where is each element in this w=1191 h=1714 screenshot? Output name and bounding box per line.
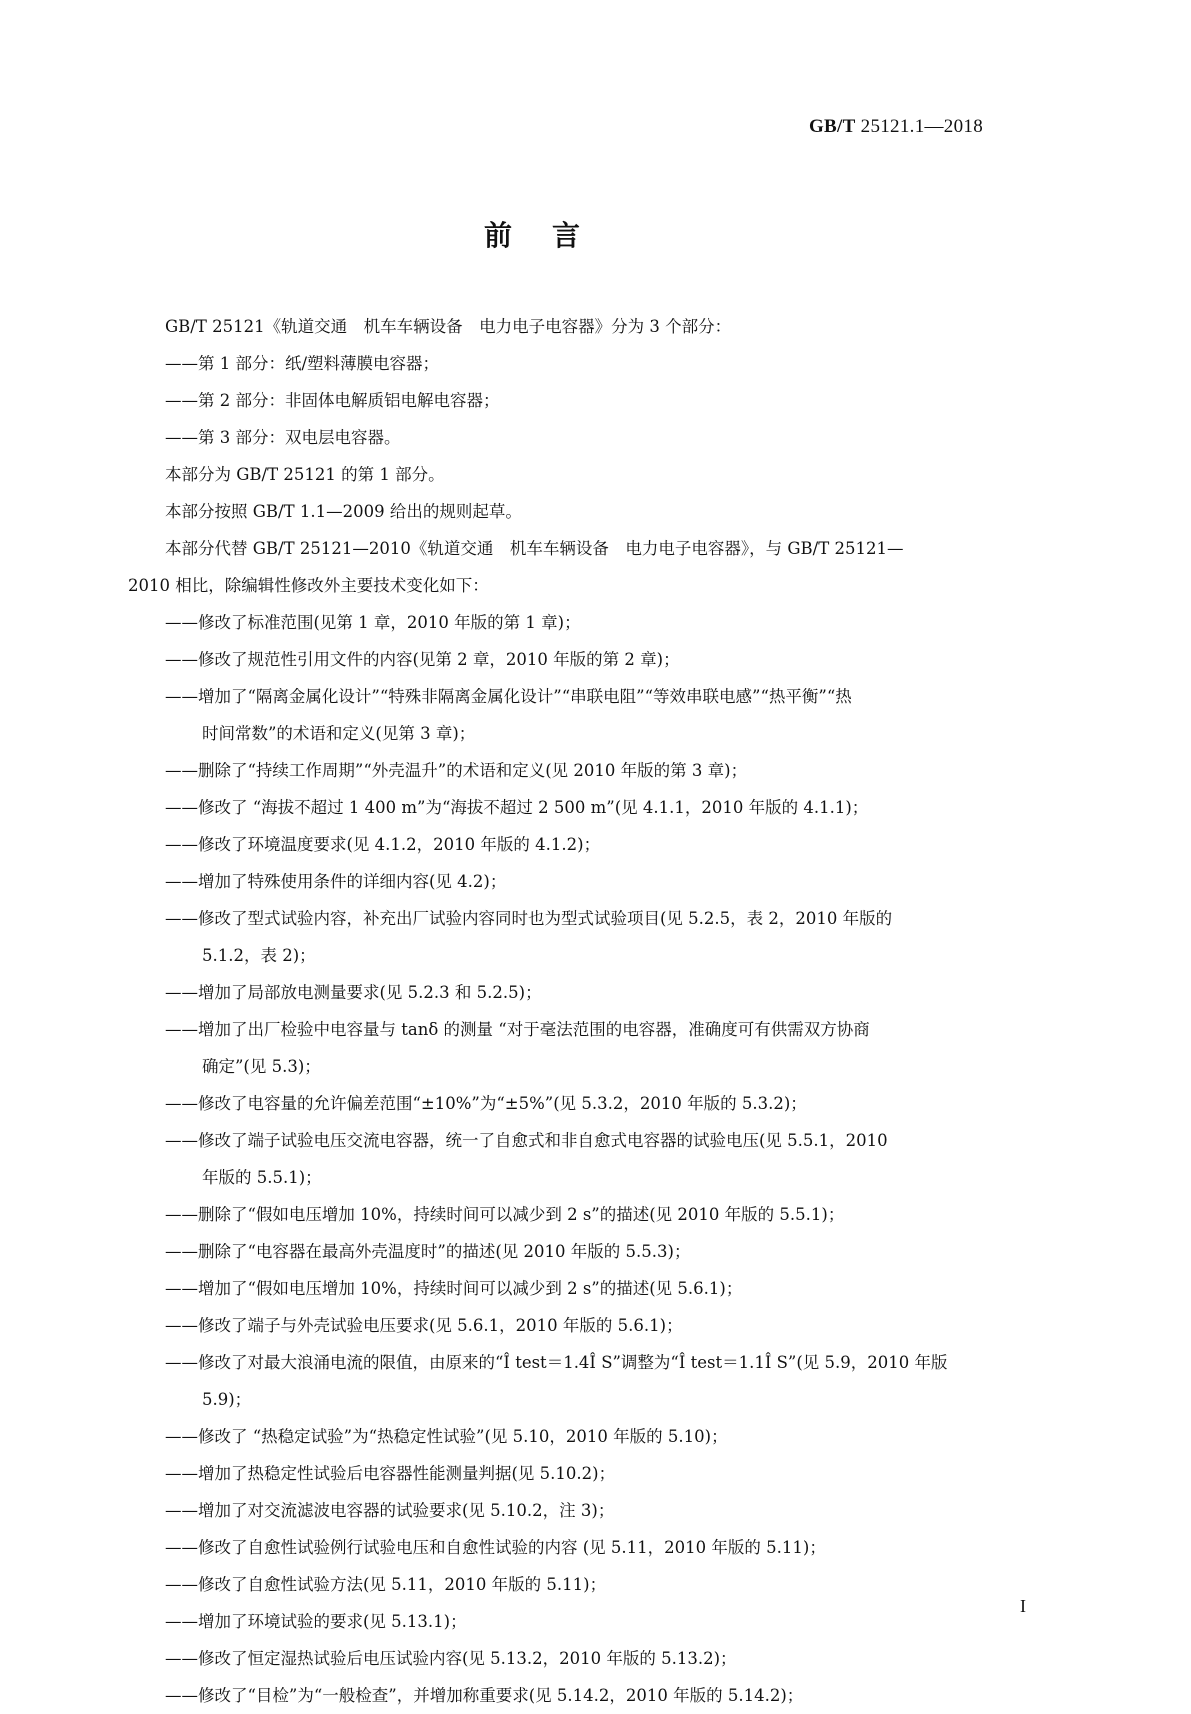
change-item: ——删除了“假如电压增加 10%，持续时间可以减少到 2 s”的描述(见 2010 年版的 5.5.1)；: [165, 1205, 845, 1224]
change-item: ——修改了“目检”为“一般检查”，并增加称重要求(见 5.14.2，2010 年版的 5.14.2)；: [165, 1686, 804, 1705]
change-item: ——修改了标准范围(见第 1 章，2010 年版的第 1 章)；: [165, 613, 581, 632]
change-item: ——修改了自愈性试验方法(见 5.11，2010 年版的 5.11)；: [165, 1575, 607, 1594]
change-item: ——修改了型式试验内容，补充出厂试验内容同时也为型式试验项目(见 5.2.5，表 2，2010 年版的: [165, 909, 893, 928]
change-item: ——修改了对最大浪涌电流的限值，由原来的“Î test＝1.4Î S”调整为“Î test＝1.1Î S”(见 5.9，2010 年版: [165, 1353, 948, 1372]
change-item: ——增加了“假如电压增加 10%，持续时间可以减少到 2 s”的描述(见 5.6.1)；: [165, 1279, 743, 1298]
standard-code-prefix: GB/T: [808, 116, 856, 137]
change-item: ——增加了出厂检验中电容量与 tanδ 的测量 “对于毫法范围的电容器，准确度可有供需双方协商: [165, 1020, 870, 1039]
replaces-statement-2: 2010 相比，除编辑性修改外主要技术变化如下：: [128, 576, 489, 595]
changes-list: [128, 604, 988, 1714]
change-item: ——删除了“持续工作周期”“外壳温升”的术语和定义(见 2010 年版的第 3 章)；: [165, 761, 748, 780]
change-item: ——增加了特殊使用条件的详细内容(见 4.2)；: [165, 872, 507, 891]
foreword-body: [128, 308, 988, 1714]
change-item: ——修改了 “海拔不超过 1 400 m”为“海拔不超过 2 500 m”(见 4.1.1，2010 年版的 4.1.1)；: [165, 798, 869, 817]
this-part-statement: 本部分为 GB/T 25121 的第 1 部分。: [165, 465, 445, 484]
change-item: ——增加了热稳定性试验后电容器性能测量判据(见 5.10.2)；: [165, 1464, 616, 1483]
change-item-continuation: 5.1.2，表 2)；: [202, 946, 316, 965]
intro-lead: GB/T 25121《轨道交通 机车车辆设备 电力电子电容器》分为 3 个部分：: [165, 317, 732, 336]
change-item: ——修改了规范性引用文件的内容(见第 2 章，2010 年版的第 2 章)；: [165, 650, 680, 669]
change-item: ——修改了端子与外壳试验电压要求(见 5.6.1，2010 年版的 5.6.1)；: [165, 1316, 683, 1335]
part-item: ——第 1 部分：纸/塑料薄膜电容器；: [165, 354, 440, 373]
change-item-continuation: 5.9)；: [202, 1390, 252, 1409]
change-item-continuation: 确定”(见 5.3)；: [202, 1057, 321, 1076]
page-number: I: [1020, 1596, 1026, 1616]
part-item: ——第 3 部分：双电层电容器。: [165, 428, 401, 447]
change-item: ——增加了对交流滤波电容器的试验要求(见 5.10.2，注 3)；: [165, 1501, 615, 1520]
change-item: ——修改了电容量的允许偏差范围“±10%”为“±5%”(见 5.3.2，2010 年版的 5.3.2)；: [165, 1094, 807, 1113]
change-item-continuation: 年版的 5.5.1)；: [202, 1168, 322, 1187]
change-item-continuation: 时间常数”的术语和定义(见第 3 章)；: [202, 724, 476, 743]
page-title: 前言: [483, 219, 620, 252]
change-item: ——增加了局部放电测量要求(见 5.2.3 和 5.2.5)；: [165, 983, 542, 1002]
change-item: ——修改了端子试验电压交流电容器，统一了自愈式和非自愈式电容器的试验电压(见 5.5.1，2010: [165, 1131, 888, 1150]
standard-code-number: 25121.1—2018: [860, 116, 983, 137]
change-item: ——删除了“电容器在最高外壳温度时”的描述(见 2010 年版的 5.5.3)；: [165, 1242, 691, 1261]
change-item: ——修改了 “热稳定试验”为“热稳定性试验”(见 5.10，2010 年版的 5.10)；: [165, 1427, 728, 1446]
change-item: ——增加了环境试验的要求(见 5.13.1)；: [165, 1612, 467, 1631]
standard-code: [809, 116, 983, 138]
change-item: ——修改了环境温度要求(见 4.1.2，2010 年版的 4.1.2)；: [165, 835, 601, 854]
change-item: ——修改了自愈性试验例行试验电压和自愈性试验的内容 (见 5.11，2010 年版的 5.11)；: [165, 1538, 826, 1557]
change-item: ——修改了恒定湿热试验后电压试验内容(见 5.13.2，2010 年版的 5.13.2)；: [165, 1649, 737, 1668]
change-item: ——增加了“隔离金属化设计”“特殊非隔离金属化设计”“串联电阻”“等效串联电感”“热平衡”“热: [165, 687, 852, 706]
part-item: ——第 2 部分：非固体电解质铝电解电容器；: [165, 391, 500, 410]
drafting-rules: 本部分按照 GB/T 1.1—2009 给出的规则起草。: [165, 502, 522, 521]
replaces-statement-1: 本部分代替 GB/T 25121—2010《轨道交通 机车车辆设备 电力电子电容器》，与 GB/T 25121—: [165, 539, 904, 558]
